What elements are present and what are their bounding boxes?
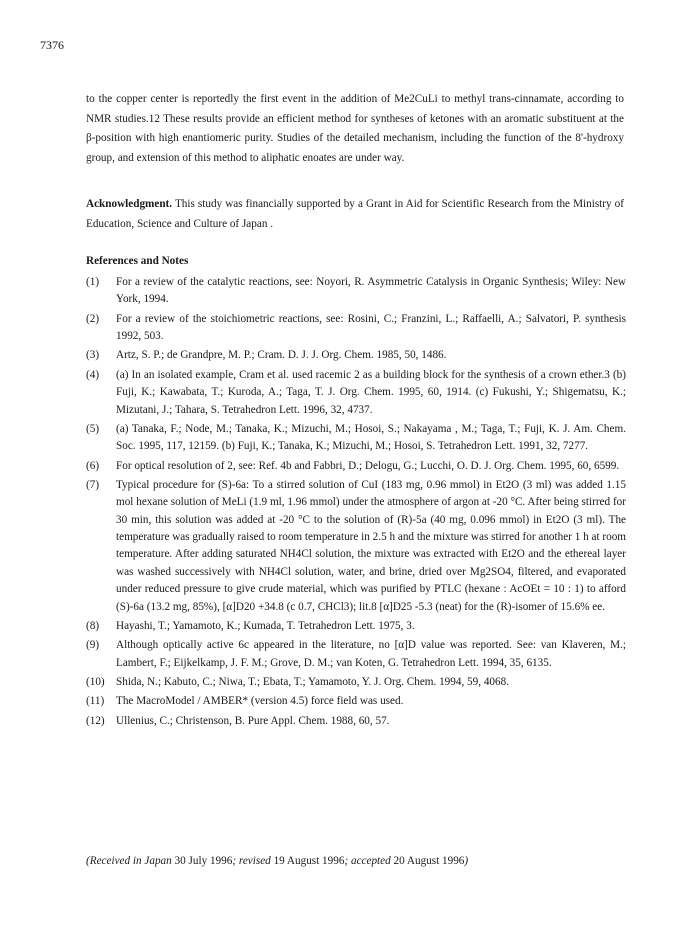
references-list bbox=[86, 274, 626, 732]
reference-text: The MacroModel / AMBER* (version 4.5) force field was used. bbox=[116, 695, 404, 708]
reference-number: (2) bbox=[86, 312, 100, 325]
reference-number: (5) bbox=[86, 422, 100, 435]
reference-item bbox=[86, 477, 626, 616]
acknowledgment-label: Acknowledgment. bbox=[86, 198, 173, 210]
reference-number: (10) bbox=[86, 675, 105, 688]
reference-text: For optical resolution of 2, see: Ref. 4b and Fabbri, D.; Delogu, G.; Lucchi, O. D. J. Org. Chem. 1995, 60, 6599. bbox=[116, 459, 620, 472]
reference-item bbox=[86, 637, 626, 672]
received-line: (Received in Japan 30 July 1996; revised 19 August 1996; accepted 20 August 1996) bbox=[86, 855, 469, 867]
reference-text: Typical procedure for (S)-6a: To a stirred solution of CuI (183 mg, 0.96 mmol) in Et2O (3 ml) was added 1.15 mol hexane solution of MeLi (1.9 ml, 1.96 mmol) under the atmosphere of argon at -20 °C. After being stirred for 30 min, this solution was added at -20 °C to the solution of (R)-5a (40 mg, 0.096 mmol) in Et2O (3 ml). The temperature was gradually raised to room temperature in 2.5 h and the mixture was stirred for another 1 h at room temperature. After adding saturated NH4Cl solution, the mixture was extracted with Et2O and the ethereal layer was washed successively with NH4Cl solution, water, and brine, dried over Mg2SO4, filtered, and evaporated under reduced pressure to give crude material, which was purified by PTLC (hexane : AcOEt = 10 : 1) to afford (S)-6a (13.2 mg, 85%), [α]D20 +34.8 (c 0.7, CHCl3); lit.8 [α]D25 -5.3 (neat) for the (R)-isomer of 15.6% ee. bbox=[116, 478, 626, 613]
reference-item bbox=[86, 367, 626, 419]
accepted-date: 20 August 1996 bbox=[393, 855, 465, 867]
reference-item bbox=[86, 693, 626, 710]
reference-number: (1) bbox=[86, 276, 100, 288]
reference-item bbox=[86, 274, 626, 309]
revised-date: 19 August 1996 bbox=[273, 855, 345, 867]
reference-number: (8) bbox=[86, 619, 100, 632]
reference-item bbox=[86, 458, 626, 475]
received-label: Received in Japan bbox=[89, 855, 172, 867]
body-paragraph: to the copper center is reportedly the first event in the addition of Me2CuLi to methyl trans-cinnamate, according to NMR studies.12 These results provide an efficient method for syntheses of ketones with an aromatic substituent at the β-position with high enantiomeric purity. Studies of the detailed mechanism, including the function of the 8'-hydroxy group, and extension of this method to aliphatic enoates are under way. bbox=[86, 93, 624, 164]
reference-text: Although optically active 6c appeared in the literature, no [α]D value was reported. See: van Klaveren, M.; Lambert, F.; Eijkelkamp, J. F. M.; Grove, D. M.; van Koten, G. Tetrahedron Lett. 1994, 35, 6135. bbox=[116, 639, 626, 669]
reference-text: (a) Tanaka, F.; Node, M.; Tanaka, K.; Mizuchi, M.; Hosoi, S.; Nakayama , M.; Taga, T.; Fuji, K. J. Am. Chem. Soc. 1995, 117, 12159. (b) Fuji, K.; Tanaka, K.; Mizuchi, M.; Hosoi, S. Tetrahedron Lett. 1991, 32, 7277. bbox=[116, 422, 626, 453]
reference-text: Hayashi, T.; Yamamoto, K.; Kumada, T. Tetrahedron Lett. 1975, 3. bbox=[116, 619, 415, 632]
acknowledgment-text: This study was financially supported by a Grant in Aid for Scientific Research from the Ministry of Education, Science and Culture of Japan . bbox=[86, 198, 624, 230]
revised-label: revised bbox=[238, 855, 271, 867]
reference-text: For a review of the catalytic reactions, see: Noyori, R. Asymmetric Catalysis in Organic Synthesis; Wiley: New York, 1994. bbox=[116, 276, 626, 306]
reference-text: Shida, N.; Kabuto, C.; Niwa, T.; Ebata, T.; Yamamoto, Y. J. Org. Chem. 1994, 59, 4068. bbox=[116, 675, 509, 688]
reference-number: (7) bbox=[86, 478, 100, 491]
reference-item bbox=[86, 713, 626, 730]
received-date: 30 July 1996 bbox=[174, 855, 233, 867]
reference-item bbox=[86, 618, 626, 635]
acknowledgment-paragraph bbox=[86, 195, 624, 234]
accepted-label: accepted bbox=[350, 855, 391, 867]
reference-number: (12) bbox=[86, 714, 105, 727]
reference-item bbox=[86, 311, 626, 346]
references-heading: References and Notes bbox=[86, 255, 189, 267]
reference-number: (6) bbox=[86, 459, 100, 472]
reference-number: (3) bbox=[86, 349, 100, 362]
reference-text: Ullenius, C.; Christenson, B. Pure Appl. Chem. 1988, 60, 57. bbox=[116, 714, 390, 727]
reference-number: (9) bbox=[86, 639, 100, 652]
reference-number: (4) bbox=[86, 368, 100, 381]
reference-item bbox=[86, 347, 626, 364]
reference-text: (a) In an isolated example, Cram et al. used racemic 2 as a building block for the synthesis of a crown ether.3 (b) Fuji, K.; Kawabata, T.; Kuroda, A.; Taga, T. J. Org. Chem. 1995, 60, 1914. (c) Fukushi, Y.; Shigematsu, K.; Mizutani, J.; Tahara, S. Tetrahedron Lett. 1996, 32, 4737. bbox=[116, 368, 626, 416]
reference-item bbox=[86, 674, 626, 691]
reference-number: (11) bbox=[86, 695, 105, 708]
reference-text: For a review of the stoichiometric reactions, see: Rosini, C.; Franzini, L.; Raffaelli, A.; Salvatori, P. synthesis 1992, 503. bbox=[116, 312, 626, 343]
reference-text: Artz, S. P.; de Grandpre, M. P.; Cram. D. J. J. Org. Chem. 1985, 50, 1486. bbox=[116, 349, 447, 362]
page-number: 7376 bbox=[40, 38, 64, 52]
reference-item bbox=[86, 421, 626, 456]
